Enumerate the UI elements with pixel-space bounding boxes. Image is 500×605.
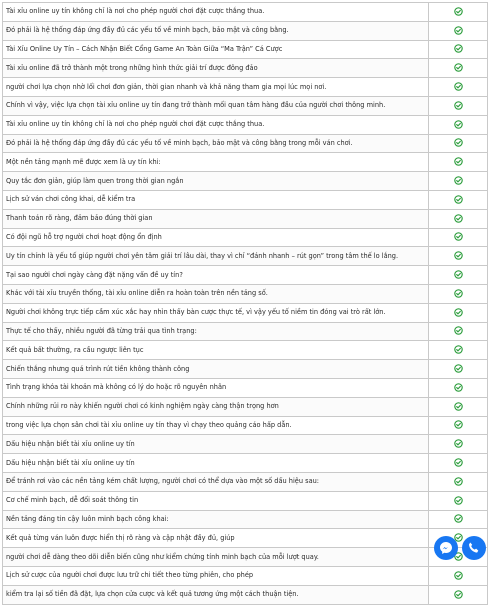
row-status [429, 510, 488, 529]
table-row [3, 228, 488, 247]
row-status [429, 59, 488, 78]
check-circle-icon [454, 458, 463, 467]
check-circle-icon [454, 101, 463, 110]
check-circle-icon [454, 251, 463, 260]
check-circle-icon [454, 195, 463, 204]
row-text: Uy tín chính là yếu tố giúp người chơi yên tâm giải trí lâu dài, thay vì chỉ “đánh nhanh – rút gọn” trong tâm thế lo lắng. [3, 247, 429, 266]
check-circle-icon [454, 345, 463, 354]
check-circle-icon [454, 514, 463, 523]
table-row [3, 303, 488, 322]
table-row [3, 397, 488, 416]
table-body [3, 3, 488, 605]
table-row [3, 378, 488, 397]
check-circle-icon [454, 439, 463, 448]
row-text: Chiến thắng nhưng quá trình rút tiền không thành công [3, 360, 429, 379]
row-status [429, 3, 488, 22]
table-row [3, 209, 488, 228]
table-row [3, 21, 488, 40]
table-row [3, 510, 488, 529]
check-circle-icon [454, 44, 463, 53]
row-text: kiểm tra lại số tiền đã đặt, lựa chọn cửa cược và kết quả tương ứng một cách thuận tiện. [3, 585, 429, 604]
row-text: Tài xỉu online uy tín không chỉ là nơi cho phép người chơi đặt cược thắng thua. [3, 115, 429, 134]
row-text: Tài xỉu online đã trở thành một trong những hình thức giải trí được đông đảo [3, 59, 429, 78]
table-row [3, 548, 488, 567]
row-text: Đó phải là hệ thống đáp ứng đầy đủ các yếu tố về minh bạch, bảo mật và công bằng trong mỗi ván chơi. [3, 134, 429, 153]
row-text: Lịch sử cược của người chơi được lưu trữ chi tiết theo từng phiên, cho phép [3, 566, 429, 585]
check-circle-icon [454, 232, 463, 241]
table-row [3, 454, 488, 473]
row-text: Tài Xỉu Online Uy Tín – Cách Nhận Biết Cổng Game An Toàn Giữa “Ma Trận” Cá Cược [3, 40, 429, 59]
check-circle-icon [454, 402, 463, 411]
row-text: Thực tế cho thấy, nhiều người đã từng trải qua tình trạng: [3, 322, 429, 341]
table-row [3, 266, 488, 285]
row-status [429, 491, 488, 510]
check-circle-icon [454, 270, 463, 279]
table-row [3, 472, 488, 491]
row-text: Nền tảng đáng tin cậy luôn minh bạch công khai: [3, 510, 429, 529]
check-circle-icon [454, 364, 463, 373]
check-circle-icon [454, 326, 463, 335]
table-row [3, 360, 488, 379]
row-text: Dấu hiệu nhận biết tài xỉu online uy tín [3, 454, 429, 473]
table-row [3, 284, 488, 303]
row-text: Cơ chế minh bạch, dễ đối soát thông tin [3, 491, 429, 510]
row-text: Để tránh rơi vào các nền tảng kém chất lượng, người chơi có thể dựa vào một số dấu hiệu sau: [3, 472, 429, 491]
row-status [429, 341, 488, 360]
check-circle-icon [454, 120, 463, 129]
row-text: trong việc lựa chọn sân chơi tài xỉu online uy tín thay vì chạy theo quảng cáo hấp dẫn. [3, 416, 429, 435]
row-status [429, 115, 488, 134]
row-text: Đó phải là hệ thống đáp ứng đầy đủ các yếu tố về minh bạch, bảo mật và công bằng. [3, 21, 429, 40]
row-text: Tại sao người chơi ngày càng đặt nặng vấn đề uy tín? [3, 266, 429, 285]
row-status [429, 153, 488, 172]
check-circle-icon [454, 590, 463, 599]
row-text: Tài xỉu online uy tín không chỉ là nơi cho phép người chơi đặt cược thắng thua. [3, 3, 429, 22]
features-table-wrapper [2, 2, 488, 605]
row-status [429, 585, 488, 604]
check-circle-icon [454, 420, 463, 429]
check-circle-icon [454, 308, 463, 317]
table-row [3, 190, 488, 209]
row-text: người chơi lựa chọn nhờ lối chơi đơn giản, thời gian nhanh và khả năng tham gia mọi lúc mọi nơi. [3, 78, 429, 97]
table-row [3, 566, 488, 585]
table-row [3, 40, 488, 59]
table-row [3, 529, 488, 548]
row-status [429, 21, 488, 40]
row-status [429, 78, 488, 97]
row-status [429, 454, 488, 473]
row-text: người chơi dễ dàng theo dõi diễn biến cũng như kiểm chứng tính minh bạch của mỗi lượt quay. [3, 548, 429, 567]
row-text: Khác với tài xỉu truyền thống, tài xỉu online diễn ra hoàn toàn trên nền tảng số. [3, 284, 429, 303]
row-text: Một nền tảng mạnh mẽ được xem là uy tín khi: [3, 153, 429, 172]
row-status [429, 209, 488, 228]
messenger-chat-button[interactable] [434, 536, 458, 560]
row-status [429, 472, 488, 491]
table-row [3, 115, 488, 134]
table-row [3, 3, 488, 22]
table-row [3, 491, 488, 510]
row-status [429, 266, 488, 285]
row-status [429, 134, 488, 153]
table-row [3, 153, 488, 172]
check-circle-icon [454, 176, 463, 185]
row-status [429, 397, 488, 416]
row-text: Chính những rủi ro này khiến người chơi có kinh nghiệm ngày càng thận trọng hơn [3, 397, 429, 416]
row-status [429, 378, 488, 397]
table-row [3, 435, 488, 454]
check-circle-icon [454, 26, 463, 35]
phone-chat-button[interactable] [462, 536, 486, 560]
phone-icon [467, 541, 481, 555]
row-status [429, 435, 488, 454]
row-text: Quy tắc đơn giản, giúp làm quen trong thời gian ngắn [3, 172, 429, 191]
table-row [3, 416, 488, 435]
messenger-icon [439, 541, 453, 555]
check-circle-icon [454, 157, 463, 166]
row-status [429, 247, 488, 266]
check-circle-icon [454, 214, 463, 223]
check-circle-icon [454, 82, 463, 91]
check-circle-icon [454, 477, 463, 486]
row-status [429, 172, 488, 191]
table-row [3, 59, 488, 78]
row-status [429, 416, 488, 435]
row-text: Chính vì vậy, việc lựa chọn tài xỉu online uy tín đang trở thành mối quan tâm hàng đầu của người chơi thông minh. [3, 96, 429, 115]
table-row [3, 78, 488, 97]
row-status [429, 284, 488, 303]
row-text: Người chơi không trực tiếp cầm xúc xắc hay nhìn thấy bàn cược thực tế, vì vậy yếu tố niềm tin đóng vai trò rất lớn. [3, 303, 429, 322]
row-text: Thanh toán rõ ràng, đảm bảo đúng thời gian [3, 209, 429, 228]
row-status [429, 40, 488, 59]
check-circle-icon [454, 383, 463, 392]
features-table [2, 2, 488, 605]
row-status [429, 96, 488, 115]
row-text: Có đội ngũ hỗ trợ người chơi hoạt động ổn định [3, 228, 429, 247]
check-circle-icon [454, 289, 463, 298]
check-circle-icon [454, 7, 463, 16]
row-status [429, 303, 488, 322]
check-circle-icon [454, 571, 463, 580]
row-status [429, 228, 488, 247]
table-row [3, 322, 488, 341]
row-status [429, 322, 488, 341]
row-text: Lịch sử ván chơi công khai, dễ kiểm tra [3, 190, 429, 209]
row-status [429, 566, 488, 585]
row-status [429, 190, 488, 209]
table-row [3, 172, 488, 191]
check-circle-icon [454, 63, 463, 72]
row-text: Kết quả từng ván luôn được hiển thị rõ ràng và cập nhật đầy đủ, giúp [3, 529, 429, 548]
row-status [429, 360, 488, 379]
table-row [3, 96, 488, 115]
row-text: Dấu hiệu nhận biết tài xỉu online uy tín [3, 435, 429, 454]
table-row [3, 134, 488, 153]
table-row [3, 585, 488, 604]
table-row [3, 341, 488, 360]
check-circle-icon [454, 138, 463, 147]
check-circle-icon [454, 496, 463, 505]
row-text: Kết quả bất thường, ra cầu ngược liên tục [3, 341, 429, 360]
row-text: Tình trạng khóa tài khoản mà không có lý do hoặc rõ nguyên nhân [3, 378, 429, 397]
table-row [3, 247, 488, 266]
